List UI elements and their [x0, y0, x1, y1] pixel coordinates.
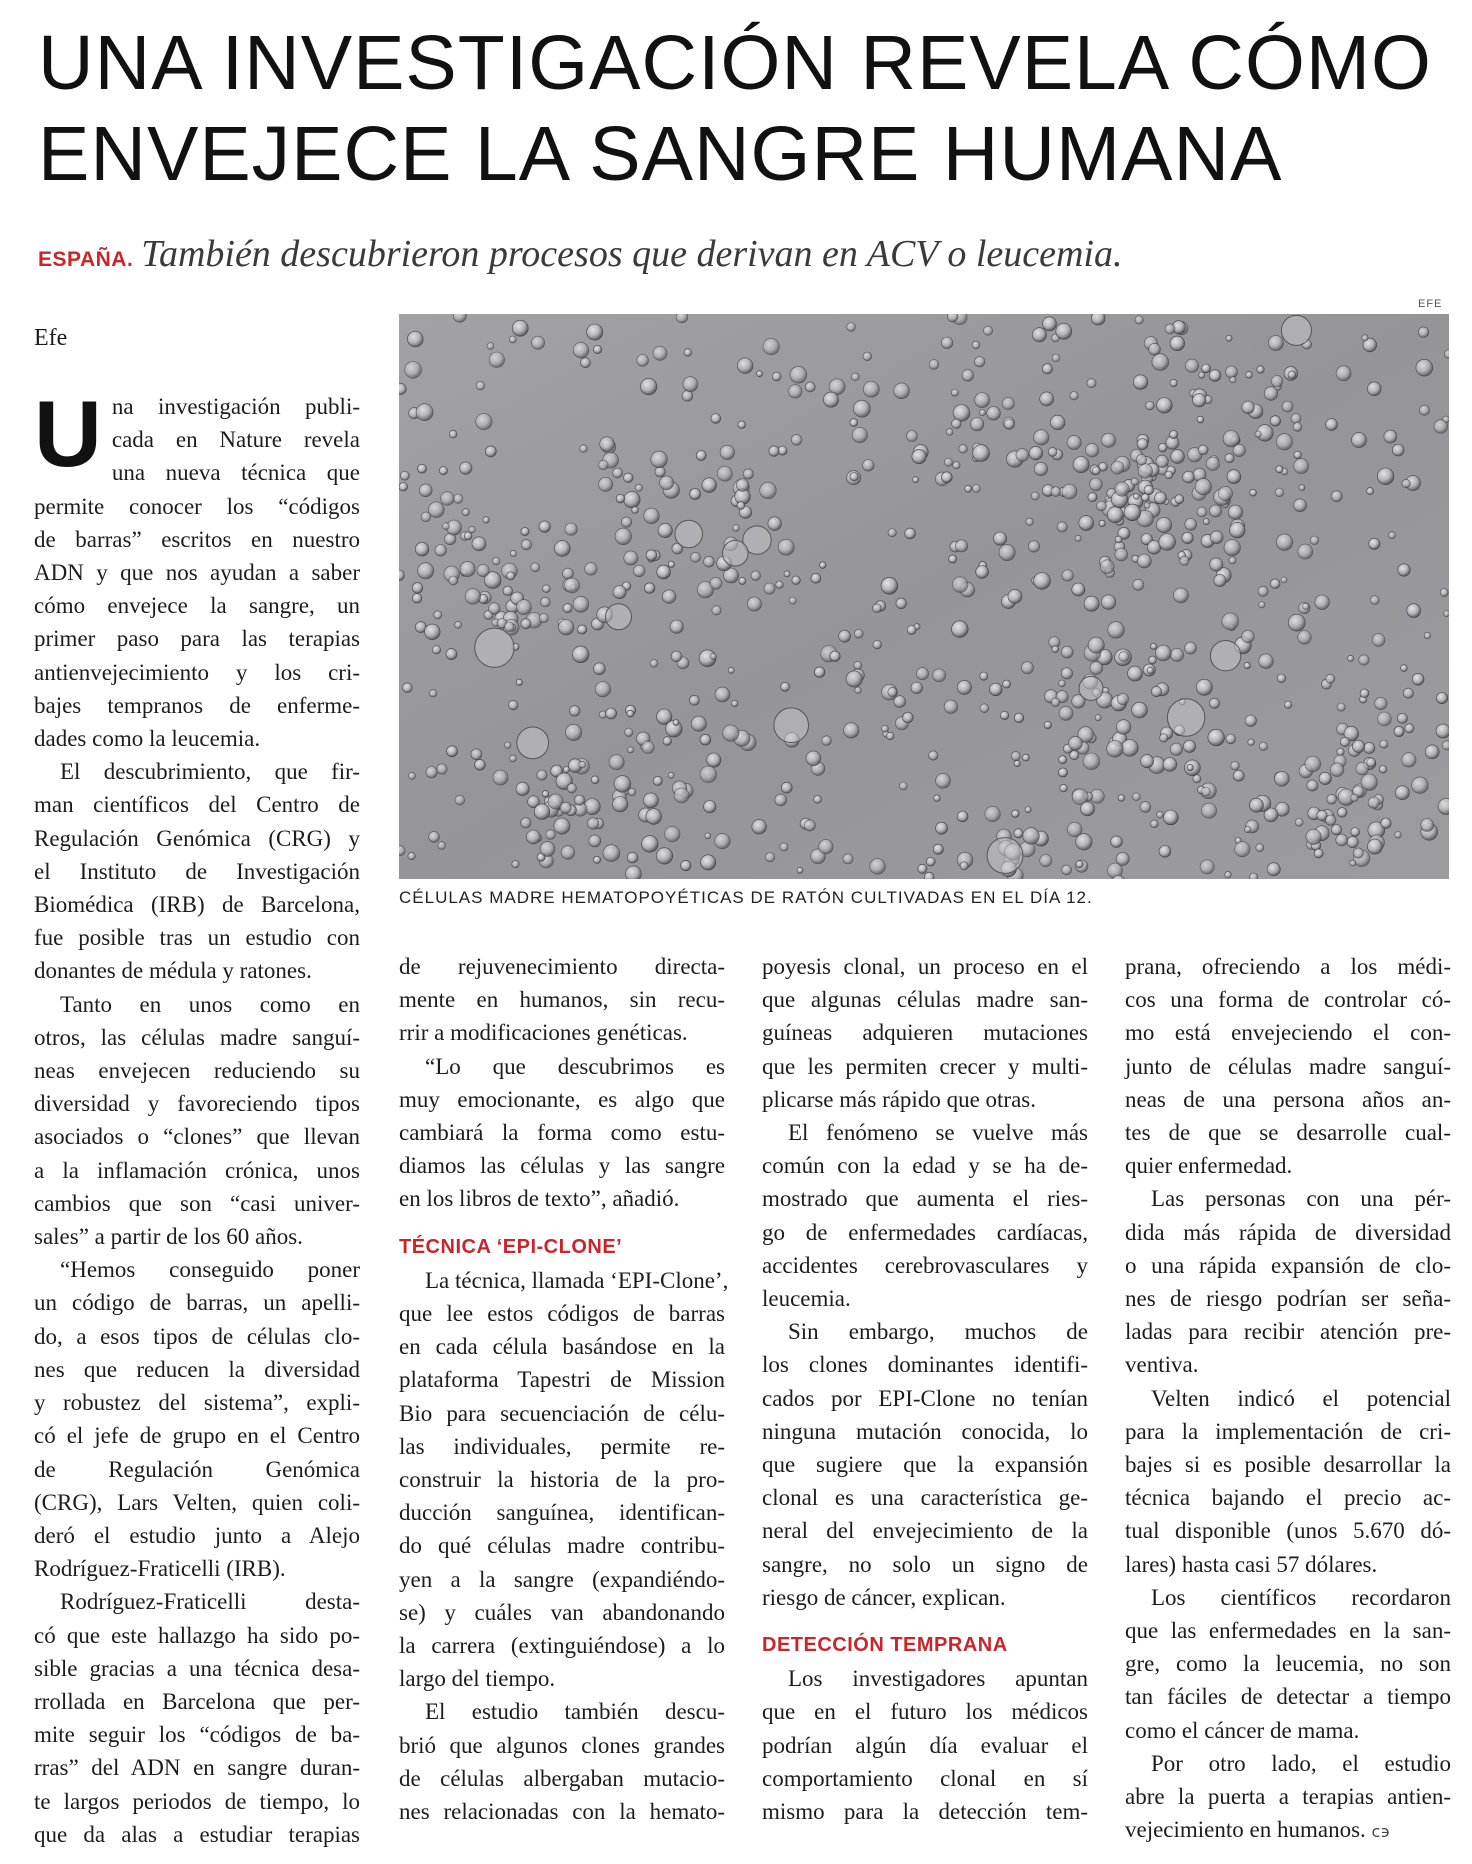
text-line: neas de una persona años an-: [1125, 1086, 1451, 1112]
text-line: en cada célula basándose en la: [399, 1334, 725, 1360]
article-column-4: [1125, 950, 1451, 1848]
paragraph: [34, 381, 360, 755]
paragraph: [762, 1662, 1088, 1828]
text-line: cados por EPI-Clone no tenían: [762, 1385, 1088, 1411]
article-column-3: [762, 950, 1088, 1828]
text-line: nes de riesgo podrían ser seña-: [1125, 1286, 1451, 1312]
text-line: neas envejecen reduciendo su: [34, 1058, 360, 1084]
text-line: que las enfermedades en la san-: [1125, 1618, 1451, 1644]
photo-credit: EFE: [1418, 298, 1443, 310]
text-line: có el jefe de grupo en el Centro: [34, 1423, 360, 1449]
text-line: que lee estos códigos de barras: [399, 1301, 725, 1327]
text-line: go de enfermedades cardíacas,: [762, 1219, 1088, 1245]
text-line: Bio para secuenciación de célu-: [399, 1400, 725, 1426]
text-line: riesgo de cáncer, explican.: [762, 1584, 1006, 1610]
text-line: sible gracias a una técnica desa-: [34, 1655, 360, 1681]
text-line: “Hemos conseguido poner: [60, 1257, 360, 1283]
text-line: La técnica, llamada ‘EPI-Clone’,: [425, 1267, 729, 1293]
text-line: Los investigadores apuntan: [788, 1666, 1088, 1692]
text-line: que les permiten crecer y multi-: [762, 1053, 1088, 1079]
text-line: Rodríguez-Fraticelli (IRB).: [34, 1556, 286, 1582]
text-line: Por otro lado, el estudio: [1151, 1750, 1451, 1776]
text-line: mite seguir los “códigos de ba-: [34, 1722, 360, 1748]
text-line: ladas para recibir atención pre-: [1125, 1319, 1451, 1345]
paragraph: [762, 950, 1088, 1116]
text-line: antienvejecimiento y los cri-: [34, 659, 360, 685]
text-line: una nueva técnica que: [111, 460, 360, 486]
paragraph: [1125, 1182, 1451, 1381]
text-line: có que este hallazgo ha sido po-: [34, 1622, 360, 1648]
text-line: que da alas a estudiar terapias: [34, 1821, 360, 1847]
text-line: deró el estudio junto a Alejo: [34, 1522, 360, 1548]
drop-cap: U: [34, 381, 102, 486]
text-line: ducción sanguínea, identifican-: [399, 1500, 725, 1526]
deck-text: También descubrieron procesos que derivan en ACV o leucemia.: [141, 233, 1123, 275]
headline-line-2: ENVEJECE LA SANGRE HUMANA: [38, 111, 1283, 197]
text-line: abre la puerta a terapias antien-: [1125, 1784, 1451, 1810]
text-line: otros, las células madre sanguí-: [34, 1024, 360, 1050]
paragraph: [34, 1253, 360, 1585]
text-line: rrollada en Barcelona que per-: [34, 1688, 360, 1714]
text-line: quier enfermedad.: [1125, 1153, 1293, 1179]
text-line: (CRG), Lars Velten, quien coli-: [34, 1489, 360, 1515]
paragraph: [1125, 1581, 1451, 1747]
text-line: cos una forma de controlar có-: [1125, 987, 1451, 1013]
headline-line-1: UNA INVESTIGACIÓN REVELA CÓMO: [38, 20, 1432, 106]
text-line: El descubrimiento, que fir-: [60, 759, 360, 785]
article-headline: [38, 18, 1432, 200]
text-line: de Regulación Genómica: [34, 1456, 360, 1482]
text-line: Biomédica (IRB) de Barcelona,: [34, 892, 360, 918]
text-line: o una rápida expansión de clo-: [1125, 1252, 1451, 1278]
text-line: bajes si es posible desarrollar la: [1125, 1452, 1451, 1478]
text-line: mente en humanos, sin recu-: [399, 987, 725, 1013]
text-line: común con la edad y se ha de-: [762, 1153, 1088, 1179]
text-line: neral del envejecimiento de la: [762, 1518, 1088, 1544]
text-line: Rodríguez-Fraticelli desta-: [60, 1589, 360, 1615]
paragraph: [399, 1695, 725, 1828]
text-line: para la implementación de cri-: [1125, 1418, 1451, 1444]
article-column-1: [34, 381, 360, 1851]
text-line: primer paso para las terapias: [34, 626, 360, 652]
text-line: junto de células madre sanguí-: [1125, 1053, 1451, 1079]
text-line: tes de que se desarrolle cual-: [1125, 1120, 1451, 1146]
text-line: tual disponible (unos 5.670 dó-: [1125, 1518, 1451, 1544]
text-line: plataforma Tapestri de Mission: [399, 1367, 725, 1393]
text-line: de barras” escritos en nuestro: [34, 526, 360, 552]
text-line: ADN y que nos ayudan a saber: [34, 560, 360, 586]
text-line: cada en Nature revela: [111, 427, 360, 453]
microscope-cells-image: [399, 314, 1449, 879]
paragraph: [399, 1050, 725, 1216]
text-line: Tanto en unos como en: [60, 991, 360, 1017]
article-deck: [38, 232, 1122, 276]
byline: Efe: [34, 325, 68, 351]
text-line: las individuales, permite re-: [399, 1433, 725, 1459]
text-line: ventiva.: [1125, 1352, 1199, 1378]
text-line: do qué células madre contribu-: [399, 1533, 725, 1559]
text-line: brió que algunos clones grandes: [399, 1732, 725, 1758]
text-line: prana, ofreciendo a los médi-: [1125, 954, 1451, 979]
text-line: rrir a modificaciones genéticas.: [399, 1020, 688, 1046]
article-column-2: [399, 950, 729, 1828]
text-line: tan fáciles de detectar a tiempo: [1125, 1684, 1451, 1710]
text-line: construir la historia de la pro-: [399, 1467, 725, 1493]
text-line: Sin embargo, muchos de: [788, 1319, 1088, 1345]
text-line: accidentes cerebrovasculares y: [762, 1252, 1088, 1278]
text-line: de células albergaban mutacio-: [399, 1765, 725, 1791]
text-line: ninguna mutación conocida, lo: [762, 1418, 1088, 1444]
text-line: como el cáncer de mama.: [1125, 1717, 1360, 1743]
paragraph: [34, 1585, 360, 1851]
text-line: diamos las células y las sangre: [399, 1153, 725, 1179]
text-line: poyesis clonal, un proceso en el: [762, 954, 1088, 979]
text-line: donantes de médula y ratones.: [34, 958, 312, 984]
text-line: “Lo que descubrimos es: [425, 1053, 725, 1079]
paragraph: [1125, 1382, 1451, 1581]
photo-caption: CÉLULAS MADRE HEMATOPOYÉTICAS DE RATÓN CULTIVADAS EN EL DÍA 12.: [399, 888, 1093, 907]
text-line: los clones dominantes identifi-: [762, 1352, 1088, 1378]
text-line: vejecimiento en humanos. ᴄ϶: [1125, 1817, 1391, 1843]
text-line: sangre, no solo un signo de: [762, 1551, 1088, 1577]
paragraph: [1125, 1747, 1451, 1849]
text-line: El fenómeno se vuelve más: [788, 1120, 1088, 1146]
text-line: diversidad y favoreciendo tipos: [34, 1091, 360, 1117]
article-end-icon: ᴄ϶: [1371, 1822, 1391, 1842]
text-line: dida más rápida de diversidad: [1125, 1219, 1451, 1245]
text-line: cambios que son “casi univer-: [34, 1190, 360, 1216]
text-line: nes relacionadas con la hemato-: [399, 1799, 725, 1825]
text-line: plicarse más rápido que otras.: [762, 1086, 1036, 1112]
text-line: te largos periodos de tiempo, lo: [34, 1788, 360, 1814]
paragraph: [762, 1116, 1088, 1315]
text-line: permite conocer los “códigos: [34, 493, 360, 519]
text-line: Los científicos recordaron: [1151, 1584, 1451, 1610]
section-subhead: TÉCNICA ‘EPI-CLONE’: [399, 1235, 623, 1258]
text-line: cambiará la forma como estu-: [399, 1120, 725, 1146]
text-line: un código de barras, un apelli-: [34, 1290, 360, 1316]
text-line: cómo envejece la sangre, un: [34, 593, 360, 619]
text-line: se) y cuáles van abandonando: [399, 1599, 725, 1625]
text-line: el Instituto de Investigación: [34, 858, 360, 884]
text-line: que en el futuro los médicos: [762, 1699, 1088, 1725]
text-line: sales” a partir de los 60 años.: [34, 1224, 303, 1250]
paragraph: [399, 1264, 729, 1696]
text-line: largo del tiempo.: [399, 1666, 556, 1692]
text-line: y robustez del sistema”, expli-: [34, 1390, 360, 1416]
text-line: mo está envejeciendo el con-: [1125, 1020, 1451, 1046]
text-line: lares) hasta casi 57 dólares.: [1125, 1551, 1378, 1577]
text-line: El estudio también descu-: [425, 1699, 725, 1725]
text-line: mostrado que aumenta el ries-: [762, 1186, 1088, 1212]
text-line: muy emocionante, es algo que: [399, 1086, 725, 1112]
section-tag: ESPAÑA.: [38, 248, 134, 271]
text-line: Velten indicó el potencial: [1151, 1385, 1451, 1411]
text-line: que algunas células madre san-: [762, 987, 1088, 1013]
text-line: guíneas adquieren mutaciones: [762, 1020, 1088, 1046]
text-line: comportamiento clonal en sí: [762, 1765, 1088, 1791]
text-line: bajes tempranos de enferme-: [34, 692, 360, 718]
text-line: Las personas con una pér-: [1151, 1186, 1451, 1212]
text-line: a la inflamación crónica, unos: [34, 1157, 360, 1183]
text-line: fue posible tras un estudio con: [34, 925, 360, 951]
paragraph: [34, 755, 360, 987]
text-line: leucemia.: [762, 1286, 851, 1312]
text-line: gre, como la leucemia, no son: [1125, 1651, 1451, 1677]
text-line: en los libros de texto”, añadió.: [399, 1186, 680, 1212]
text-line: do, a esos tipos de células clo-: [34, 1323, 360, 1349]
text-line: podrían algún día evaluar el: [762, 1732, 1088, 1758]
article-photo: [399, 314, 1449, 879]
text-line: Regulación Genómica (CRG) y: [34, 825, 360, 851]
text-line: clonal es una característica ge-: [762, 1485, 1088, 1511]
text-line: que sugiere que la expansión: [762, 1452, 1088, 1478]
text-line: la carrera (extinguiéndose) a lo: [399, 1633, 725, 1659]
text-line: mismo para la detección tem-: [762, 1799, 1088, 1825]
paragraph: [399, 950, 725, 1050]
text-line: técnica bajando el precio ac-: [1125, 1485, 1451, 1511]
paragraph: [762, 1315, 1088, 1614]
text-line: man científicos del Centro de: [34, 792, 360, 818]
text-line: de rejuvenecimiento directa-: [399, 954, 725, 979]
text-line: na investigación publi-: [111, 394, 360, 419]
paragraph: [1125, 950, 1451, 1182]
text-line: yen a la sangre (expandiéndo-: [399, 1566, 725, 1592]
text-line: dades como la leucemia.: [34, 726, 261, 752]
text-line: asociados o “clones” que llevan: [34, 1124, 360, 1150]
section-subhead: DETECCIÓN TEMPRANA: [762, 1634, 1008, 1657]
text-line: nes que reducen la diversidad: [34, 1356, 360, 1382]
paragraph: [34, 988, 360, 1254]
text-line: rras” del ADN en sangre duran-: [34, 1755, 360, 1781]
